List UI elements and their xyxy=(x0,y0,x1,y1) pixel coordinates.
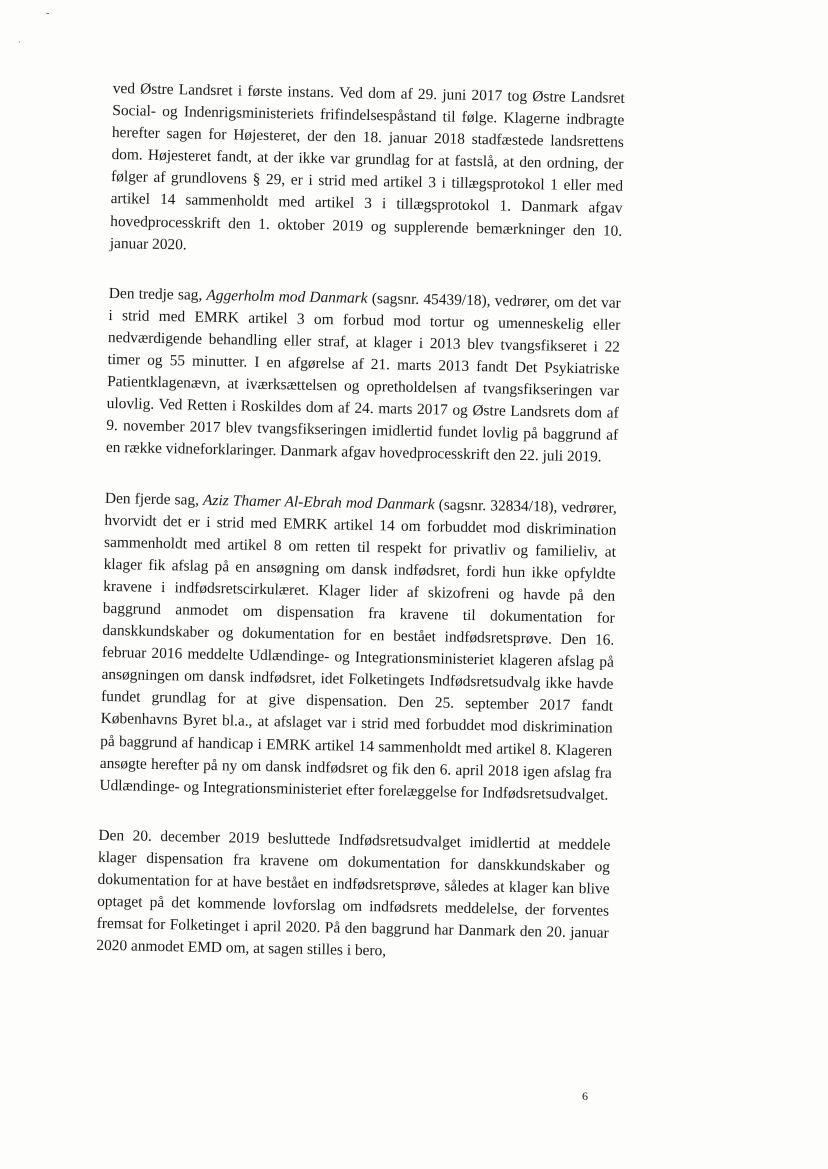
scan-mark: · xyxy=(18,38,21,47)
case-name: Aggerholm mod Danmark xyxy=(206,286,368,307)
paragraph-third-case xyxy=(106,283,621,470)
scan-mark: - xyxy=(46,8,50,19)
paragraph-text: (sagsnr. 45439/18), vedrører, om det var i strid med EMRK artikel 3 om forbud mod tortur og umenneskelig eller nedværdigende behandling eller straf, at klager i 2013 blev tvangsfikseret i 22 timer og 55 minutter. I en afgørelse af 21. marts 2013 fandt Det Psykiatriske Patientklagenævn, at iværksættelsen og opretholdelsen af tvangsfikseringen var ulovlig. Ved Retten i Roskildes dom af 24. marts 2017 og Østre Landsrets dom af 9. november 2017 blev tvangsfikseringen imidlertid fundet lovlig på baggrund af en række vidneforklaringer. Danmark afgav hovedprocesskrift den 22. juli 2019. xyxy=(105,289,621,466)
paragraph-continuation: ved Østre Landsret i første instans. Ved dom af 29. juni 2017 tog Østre Landsret Social- og Indenrigsministeriets frifindelsespåstand til følge. Klagerne indbragte herefter sagen for Højesteret, der den 18. januar 2018 stadfæstede landsrettens dom. Højesteret fandt, at der ikke var grundlag for at fastslå, at den ordning, der følger af grundlovens § 29, er i strid med artikel 3 i tillægsprotokol 1 eller med artikel 14 sammenholdt med artikel 3 i tillægsprotokol 1. Danmark afgav hovedprocesskrift den 1. oktober 2019 og supplerende bemærkninger den 10. januar 2020. xyxy=(109,79,625,254)
page-number: 6 xyxy=(582,1089,588,1103)
paragraph-dispensation: Den 20. december 2019 besluttede Indfødsretsudvalget imidlertid at meddele klager dispensation fra kravene om dokumentation for danskkundskaber og dokumentation for at have bestået en indfødsretsprøve, således at klager kan blive optaget på det kommende lovforslag om indfødsrets meddelelse, der forventes fremsat for Folketinget i april 2020. På den baggrund har Danmark den 20. januar 2020 anmodet EMD om, at sagen stilles i bero, xyxy=(96,826,611,960)
body-text xyxy=(96,78,625,967)
paragraph-text: Den tredje sag, xyxy=(108,284,207,304)
case-name: Aziz Thamer Al-Ebrah mod Danmark xyxy=(202,491,435,513)
paragraph-fourth-case xyxy=(99,487,617,806)
paragraph-text: (sagsnr. 32834/18), vedrører, hvorvidt det er i strid med EMRK artikel 14 om forbuddet mod diskrimination sammenholdt med artikel 8 om retten til respekt for privatliv og familieliv, at klager fik afslag på en ansøgning om dansk indfødsret, fordi hun ikke opfyldte kravene i indfødsretscirkulæret. Klager lider af skizofreni og havde på den baggrund anmodet om dispensation fra kravene til dokumentation for danskkundskaber og dokumentation for en bestået indfødsretsprøve. Den 16. februar 2016 meddelte Udlændinge- og Integrationsministeriet klageren afslag på ansøgningen om dansk indfødsret, idet Folketingets Indfødsretsudvalg ikke havde fundet grundlag for at give dispensation. Den 25. september 2017 fandt Københavns Byret bl.a., at afslaget var i strid med forbuddet mod diskrimination på baggrund af handicap i EMRK artikel 14 sammenholdt med artikel 8. Klageren ansøgte herefter på ny om dansk indfødsret og fik den 6. april 2018 igen afslag fra Udlændinge- og Integrationsministeriet efter forelæggelse for Indfødsretsudvalget. xyxy=(99,495,618,804)
paragraph-text: Den fjerde sag, xyxy=(104,489,204,509)
